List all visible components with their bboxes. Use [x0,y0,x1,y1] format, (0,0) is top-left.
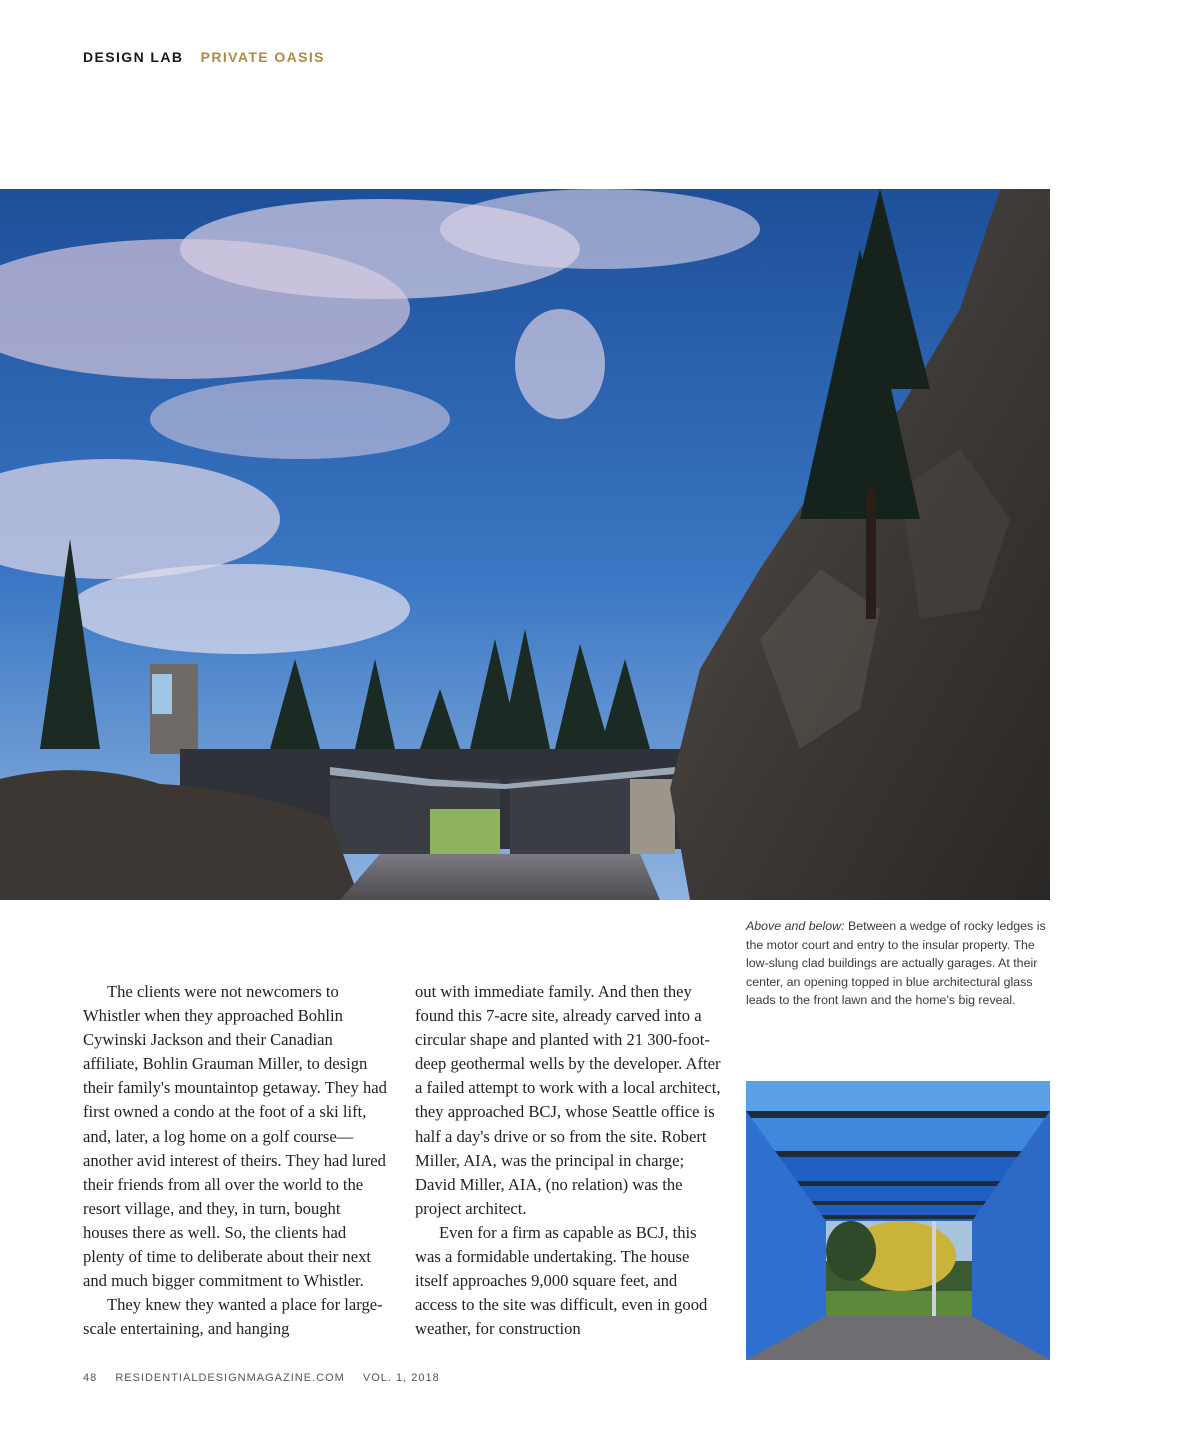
hero-photo [0,189,1050,900]
website-label: RESIDENTIALDESIGNMAGAZINE.COM [115,1372,345,1384]
running-header [83,49,325,65]
paragraph: The clients were not newcomers to Whistler when they approached Bohlin Cywinski Jackson and their Canadian affiliate, Bohlin Grauman Miller, to design their family's mountaintop getaway. They had first owned a condo at the foot of a ski lift, and, later, a log home on a golf course—another avid interest of theirs. They had lured their friends from all over the world to the resort village, and they, in turn, bought houses there as well. So, the clients had plenty of time to deliberate about their next and much bigger commitment to Whistler. [83,982,387,1291]
inset-photo [746,1081,1050,1360]
volume-label: VOL. 1, 2018 [362,1372,440,1384]
caption-lead: Above and below: [746,919,845,933]
article-column-1 [83,980,389,1341]
landscape-photo-icon [0,189,1050,900]
paragraph: out with immediate family. And then they found this 7-acre site, already carved into a circular shape and planted with 21 300-foot-deep geothermal wells by the developer. After a failed attempt to work with a local architect, they approached BCJ, whose Seattle office is half a day's drive or so from the site. Robert Miller, AIA, was the principal in charge; David Miller, AIA, (no relation) was the project architect. [415,982,721,1218]
passage-photo-icon [746,1081,1050,1360]
photo-caption [746,917,1051,1010]
page-number: 48 [83,1372,98,1384]
subsection-label: PRIVATE OASIS [200,49,325,65]
paragraph: They knew they wanted a place for large-scale entertaining, and hanging [83,1295,383,1339]
caption-body: Between a wedge of rocky ledges is the motor court and entry to the insular property. The low-slung clad buildings are actually garages. At their center, an opening topped in blue architectural glass leads to the front lawn and the home's big reveal. [746,919,1046,1008]
article-column-2 [415,980,721,1341]
page-footer [83,1372,454,1384]
section-label: DESIGN LAB [83,49,184,65]
paragraph: Even for a firm as capable as BCJ, this was a formidable undertaking. The house itself approaches 9,000 square feet, and access to the site was difficult, even in good weather, for construction [415,1222,708,1339]
